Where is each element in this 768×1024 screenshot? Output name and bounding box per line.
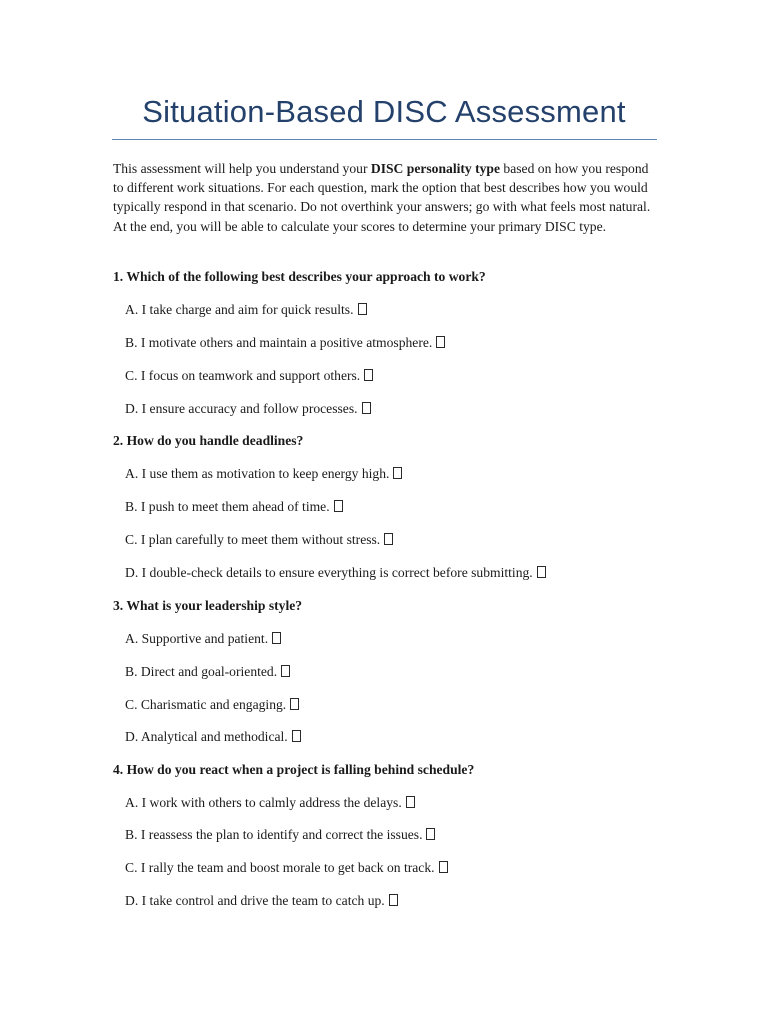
option-label: D. I take control and drive the team to catch up. — [125, 893, 385, 908]
checkbox-icon[interactable] — [537, 566, 546, 578]
option-label: A. I use them as motivation to keep energy high. — [125, 466, 390, 481]
question-2-option-a[interactable] — [125, 465, 402, 483]
option-label: A. I take charge and aim for quick results. — [125, 302, 354, 317]
question-1-option-b[interactable] — [125, 334, 445, 352]
question-4-option-d[interactable] — [125, 892, 398, 910]
option-label: D. I ensure accuracy and follow processes. — [125, 401, 358, 416]
question-1: 1. Which of the following best describes your approach to work? — [113, 269, 486, 284]
option-label: A. Supportive and patient. — [125, 631, 269, 646]
checkbox-icon[interactable] — [406, 796, 415, 808]
intro-text-bold: DISC personality type — [370, 161, 501, 176]
option-label: B. Direct and goal-oriented. — [125, 664, 278, 679]
question-3-option-a[interactable] — [125, 630, 281, 648]
question-3-option-d[interactable] — [125, 728, 301, 746]
intro-text-after: based on how you respond to different work situations. For each question, mark the option that best describes how you would typically respond in that scenario. Do not overthink your answers; go with what feels most natural. At the end, you will be able to calculate your scores to determine your primary DISC type. — [113, 161, 651, 234]
intro-paragraph — [113, 159, 658, 236]
option-label: C. I focus on teamwork and support others. — [125, 368, 361, 383]
option-label: D. Analytical and methodical. — [125, 729, 288, 744]
option-label: A. I work with others to calmly address the delays. — [125, 795, 402, 810]
page-title: Situation-Based DISC Assessment — [142, 94, 626, 129]
intro-text-before: This assessment will help you understand your — [113, 161, 371, 176]
checkbox-icon[interactable] — [272, 632, 281, 644]
checkbox-icon[interactable] — [389, 894, 398, 906]
option-label: B. I reassess the plan to identify and correct the issues. — [125, 827, 423, 842]
question-4-option-c[interactable] — [125, 859, 448, 877]
option-label: C. I plan carefully to meet them without stress. — [125, 532, 381, 547]
checkbox-icon[interactable] — [364, 369, 373, 381]
question-1-option-d[interactable] — [125, 400, 371, 418]
checkbox-icon[interactable] — [290, 698, 299, 710]
option-label: C. Charismatic and engaging. — [125, 697, 287, 712]
question-2-option-b[interactable] — [125, 498, 343, 516]
checkbox-icon[interactable] — [436, 336, 445, 348]
option-label: C. I rally the team and boost morale to get back on track. — [125, 860, 435, 875]
checkbox-icon[interactable] — [384, 533, 393, 545]
question-4-option-a[interactable] — [125, 794, 415, 812]
question-2-option-c[interactable] — [125, 531, 393, 549]
checkbox-icon[interactable] — [439, 861, 448, 873]
checkbox-icon[interactable] — [334, 500, 343, 512]
question-1-option-c[interactable] — [125, 367, 373, 385]
question-2: 2. How do you handle deadlines? — [113, 433, 304, 448]
checkbox-icon[interactable] — [281, 665, 290, 677]
title-underline — [112, 139, 657, 140]
option-label: B. I push to meet them ahead of time. — [125, 499, 330, 514]
option-label: B. I motivate others and maintain a positive atmosphere. — [125, 335, 433, 350]
option-label: D. I double-check details to ensure everything is correct before submitting. — [125, 565, 533, 580]
checkbox-icon[interactable] — [362, 402, 371, 414]
checkbox-icon[interactable] — [292, 730, 301, 742]
question-2-option-d[interactable] — [125, 564, 546, 582]
question-3-option-b[interactable] — [125, 663, 290, 681]
question-4: 4. How do you react when a project is falling behind schedule? — [113, 762, 475, 777]
checkbox-icon[interactable] — [426, 828, 435, 840]
checkbox-icon[interactable] — [393, 467, 402, 479]
question-3: 3. What is your leadership style? — [113, 598, 303, 613]
question-1-option-a[interactable] — [125, 301, 367, 319]
question-4-option-b[interactable] — [125, 826, 435, 844]
question-3-option-c[interactable] — [125, 696, 299, 714]
checkbox-icon[interactable] — [358, 303, 367, 315]
